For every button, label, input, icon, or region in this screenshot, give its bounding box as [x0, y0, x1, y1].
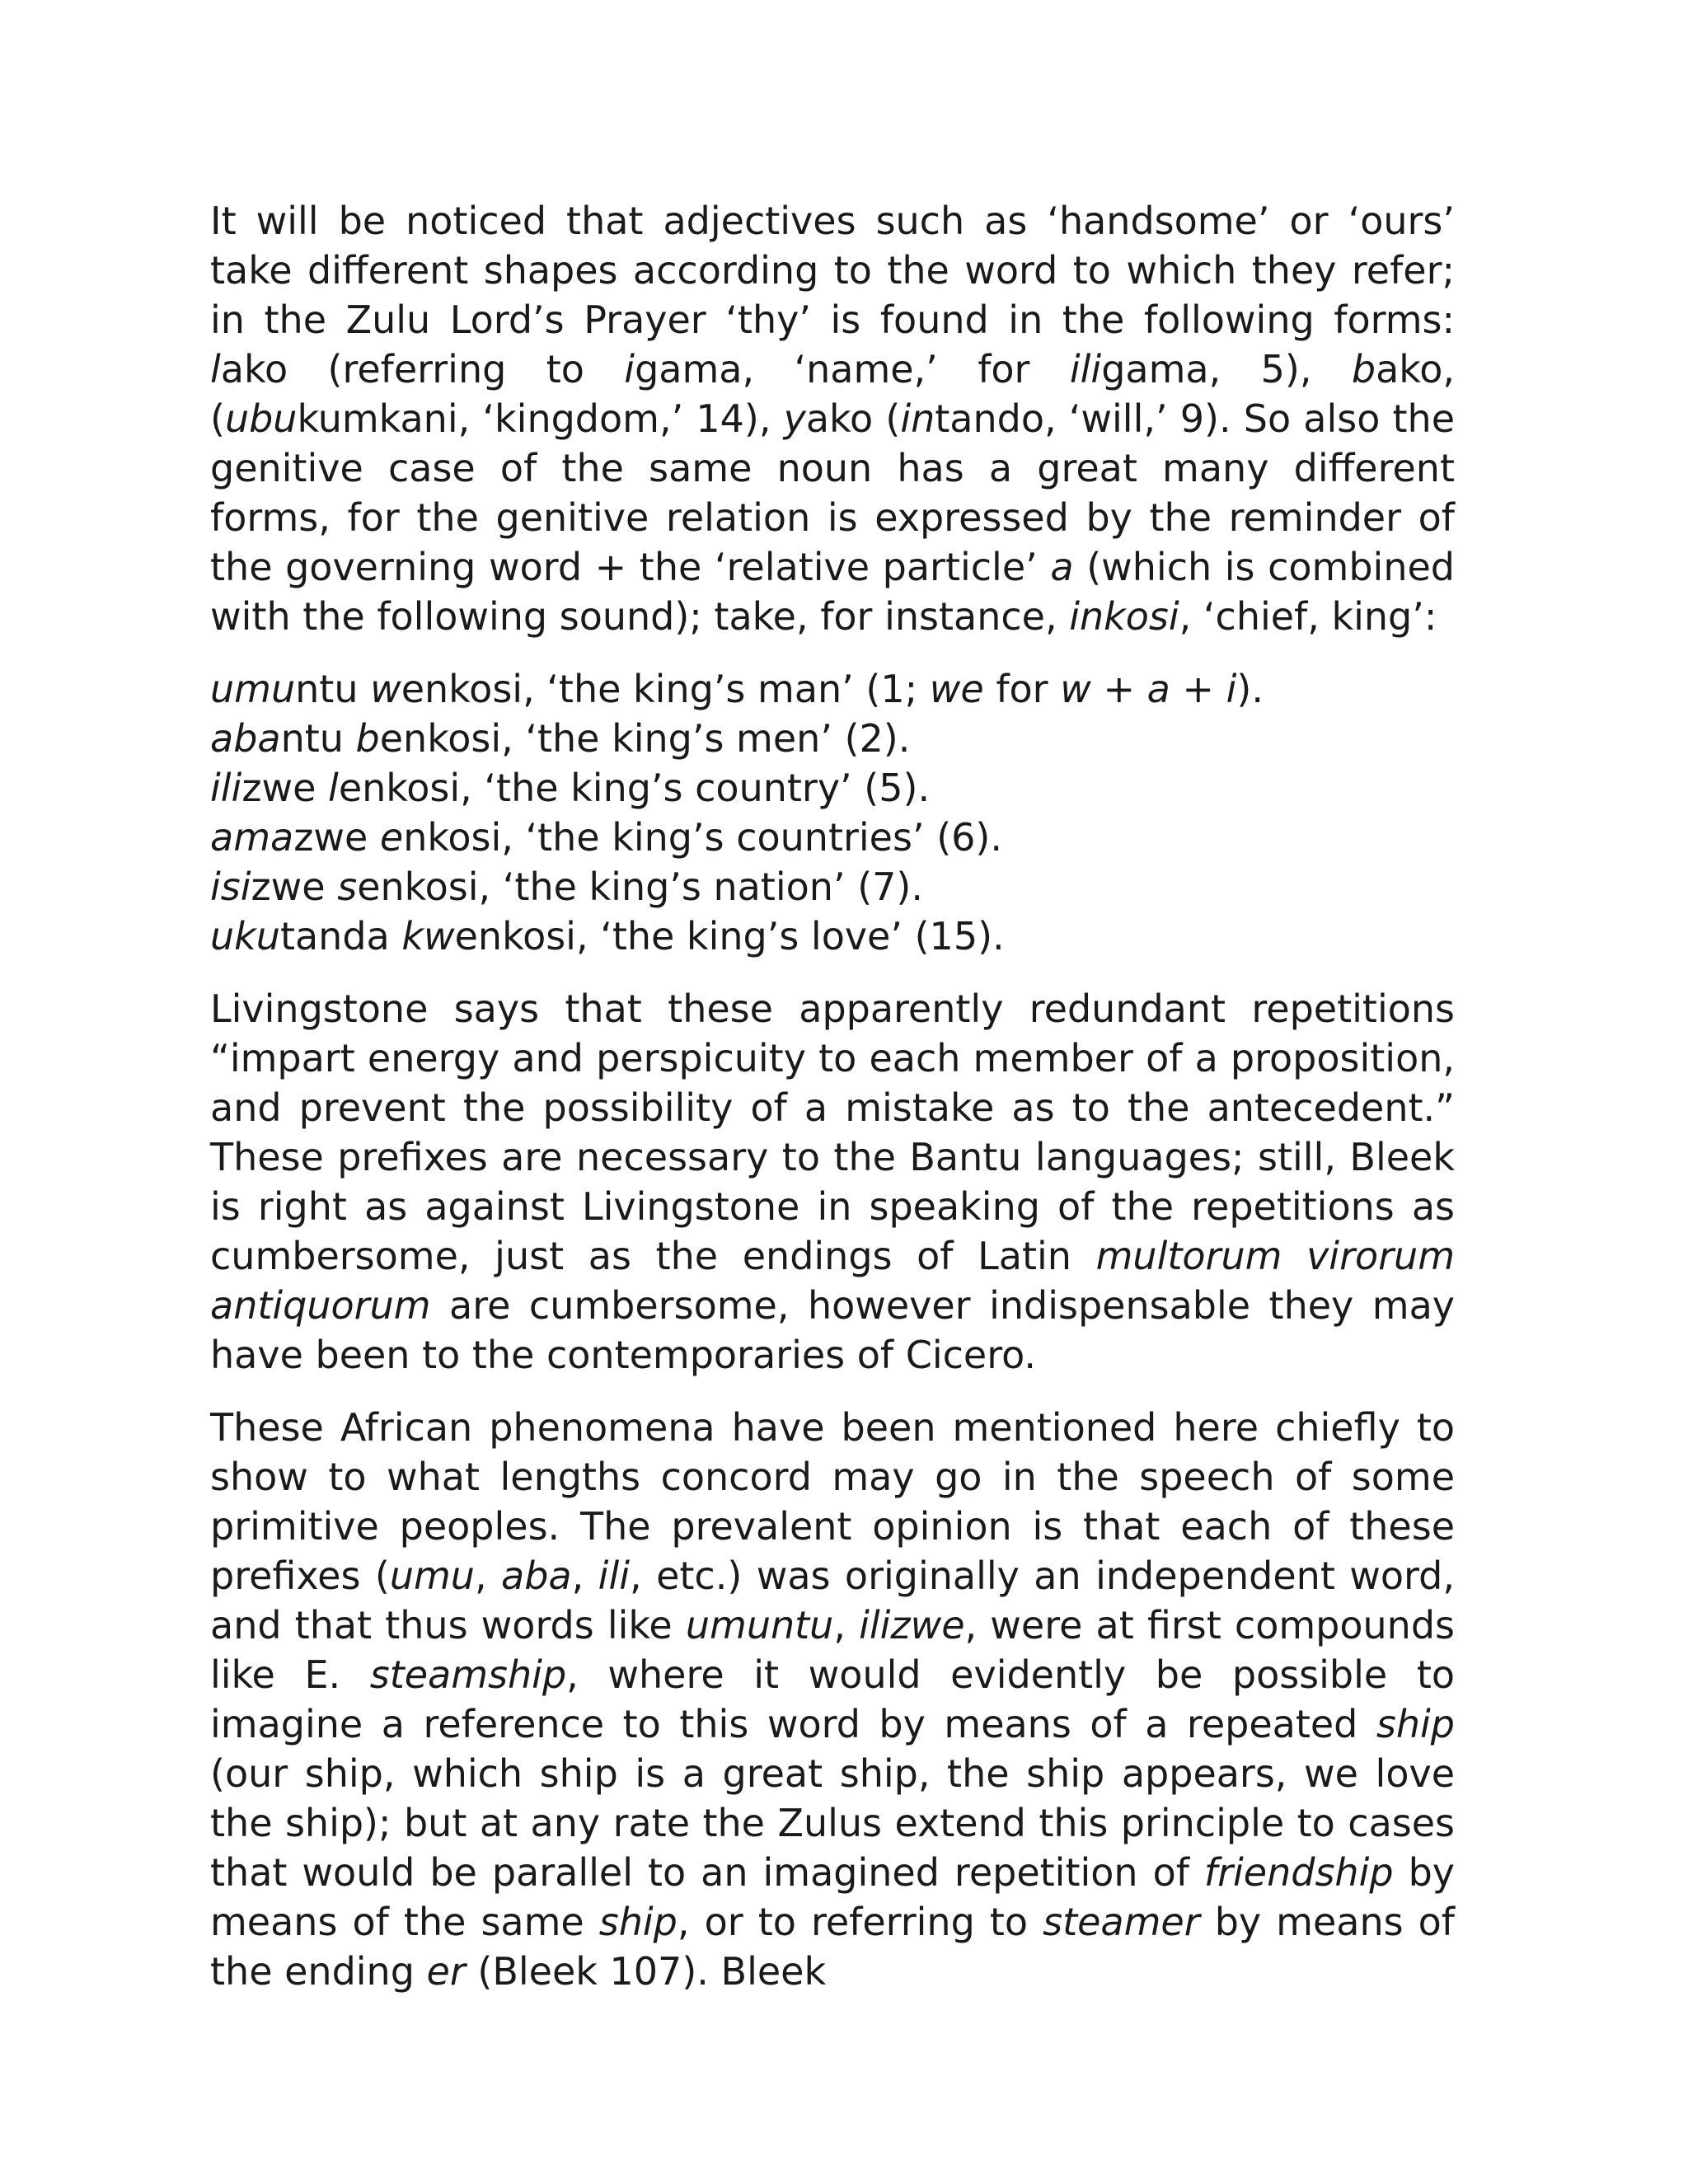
text-run: gama, 5),	[1101, 347, 1352, 391]
italic-run: i	[1226, 667, 1237, 711]
text-run: enkosi, ‘the king’s love’ (15).	[454, 914, 1005, 958]
text-run: by means of the ending	[210, 1900, 1455, 1994]
text-run: tanda	[279, 914, 402, 958]
text-run: (our ship, which ship is a great ship, the ship appears, we love the ship); but at any rate the Zulus extend this principle to cases that would be parallel to an imagined repetition of	[210, 1751, 1455, 1895]
text-run: by means of the same	[210, 1850, 1455, 1944]
example-line-kings-country	[210, 763, 1455, 813]
italic-run: ubu	[224, 396, 298, 441]
italic-run: ili	[1069, 347, 1102, 391]
text-run: , where it would evidently be possible to imagine a reference to this word by means of a repeated	[210, 1652, 1455, 1746]
italic-run: umu	[389, 1554, 475, 1598]
text-run: ako (referring to	[220, 347, 625, 391]
italic-run: inkosi	[1069, 594, 1179, 639]
text-run: ).	[1236, 667, 1264, 711]
italic-run: a	[1050, 545, 1074, 589]
text-run: (Bleek 107). Bleek	[465, 1949, 827, 1994]
text-run: , were at first compounds like E.	[210, 1603, 1455, 1697]
italic-run: l	[210, 347, 221, 391]
italic-run: ili	[210, 766, 242, 810]
example-line-kings-man	[210, 664, 1455, 714]
italic-run: s	[337, 865, 358, 909]
italic-run: umu	[210, 667, 296, 711]
genitive-examples-list	[210, 664, 1455, 961]
italic-run: steamship	[369, 1652, 567, 1697]
text-run: ntu	[295, 667, 371, 711]
text-run: ako (	[805, 396, 901, 441]
italic-run: b	[355, 716, 380, 761]
italic-run: ili	[598, 1554, 631, 1598]
italic-run: multorum virorum antiquorum	[210, 1234, 1456, 1328]
text-run: , ‘chief, king’:	[1179, 594, 1437, 639]
text-run: are cumbersome, however indispensable they may have been to the contemporaries of Cicero.	[210, 1283, 1455, 1377]
document-page	[210, 196, 1455, 2019]
italic-run: umuntu	[685, 1603, 834, 1647]
italic-run: er	[426, 1949, 466, 1994]
italic-run: aba	[210, 716, 281, 761]
text-run: (which is combined with the following sound); take, for instance,	[210, 545, 1455, 639]
text-run: It will be noticed that adjectives such as ‘handsome’ or ‘ours’ take different shapes according to the word to which they refer; in the Zulu Lord’s Prayer ‘thy’ is found in the following forms:	[210, 199, 1455, 342]
text-run: for	[983, 667, 1061, 711]
italic-run: ilizwe	[859, 1603, 965, 1647]
text-run: kumkani, ‘kingdom,’ 14),	[297, 396, 784, 441]
text-run: zwe	[293, 815, 380, 860]
italic-run: uku	[210, 914, 280, 958]
text-run: gama, ‘name,’ for	[635, 347, 1070, 391]
text-run: +	[1090, 667, 1147, 711]
italic-run: w	[370, 667, 401, 711]
example-line-kings-men	[210, 714, 1455, 763]
italic-run: aba	[501, 1554, 572, 1598]
text-run: , etc.) was originally an independent word, and that thus words like	[210, 1554, 1455, 1647]
text-run: tando, ‘will,’ 9). So also the genitive case of the same noun has a great many different forms, for the genitive relation is expressed by the reminder of the governing word + the ‘relative particle’	[210, 396, 1455, 589]
italic-run: y	[783, 396, 806, 441]
text-run: enkosi, ‘the king’s country’ (5).	[338, 766, 931, 810]
paragraph-african-phenomena	[210, 1403, 1455, 1996]
text-run: enkosi, ‘the king’s man’ (1;	[401, 667, 930, 711]
text-run: nkosi, ‘the king’s countries’ (6).	[403, 815, 1002, 860]
example-line-kings-countries	[210, 813, 1455, 862]
italic-run: friendship	[1203, 1850, 1394, 1895]
text-run: +	[1170, 667, 1226, 711]
italic-run: ship	[598, 1900, 678, 1944]
italic-run: i	[624, 347, 635, 391]
text-run: zwe	[251, 865, 338, 909]
paragraph-livingstone	[210, 984, 1455, 1380]
text-run: ,	[571, 1554, 598, 1598]
italic-run: in	[900, 396, 935, 441]
text-run: enkosi, ‘the king’s nation’ (7).	[357, 865, 923, 909]
example-line-kings-love	[210, 912, 1455, 961]
italic-run: ship	[1376, 1702, 1455, 1746]
italic-run: a	[1146, 667, 1170, 711]
text-run: enkosi, ‘the king’s men’ (2).	[379, 716, 911, 761]
text-run: ,	[474, 1554, 502, 1598]
italic-run: kw	[401, 914, 455, 958]
text-run: zwe	[241, 766, 329, 810]
italic-run: ama	[210, 815, 294, 860]
example-line-kings-nation	[210, 862, 1455, 912]
italic-run: e	[379, 815, 404, 860]
italic-run: we	[929, 667, 984, 711]
italic-run: w	[1060, 667, 1091, 711]
italic-run: steamer	[1043, 1900, 1200, 1944]
text-run: Livingstone says that these apparently redundant repetitions “impart energy and perspicuity to each member of a proposition, and prevent the possibility of a mistake as to the antecedent.” These prefixes are necessary to the Bantu languages; still, Bleek is right as against Livingstone in speaking of the repetitions as cumbersome, just as the endings of Latin	[210, 987, 1455, 1278]
text-run: These African phenomena have been mentioned here chiefly to show to what lengths concord may go in the speech of some primitive peoples. The prevalent opinion is that each of these prefixes (	[210, 1405, 1455, 1598]
italic-run: l	[328, 766, 339, 810]
italic-run: b	[1351, 347, 1376, 391]
text-run: ,	[833, 1603, 860, 1647]
text-run: ntu	[280, 716, 356, 761]
text-run: , or to referring to	[677, 1900, 1043, 1944]
text-run: ako, (	[210, 347, 1456, 441]
italic-run: isi	[210, 865, 251, 909]
paragraph-adjective-concord	[210, 196, 1455, 641]
